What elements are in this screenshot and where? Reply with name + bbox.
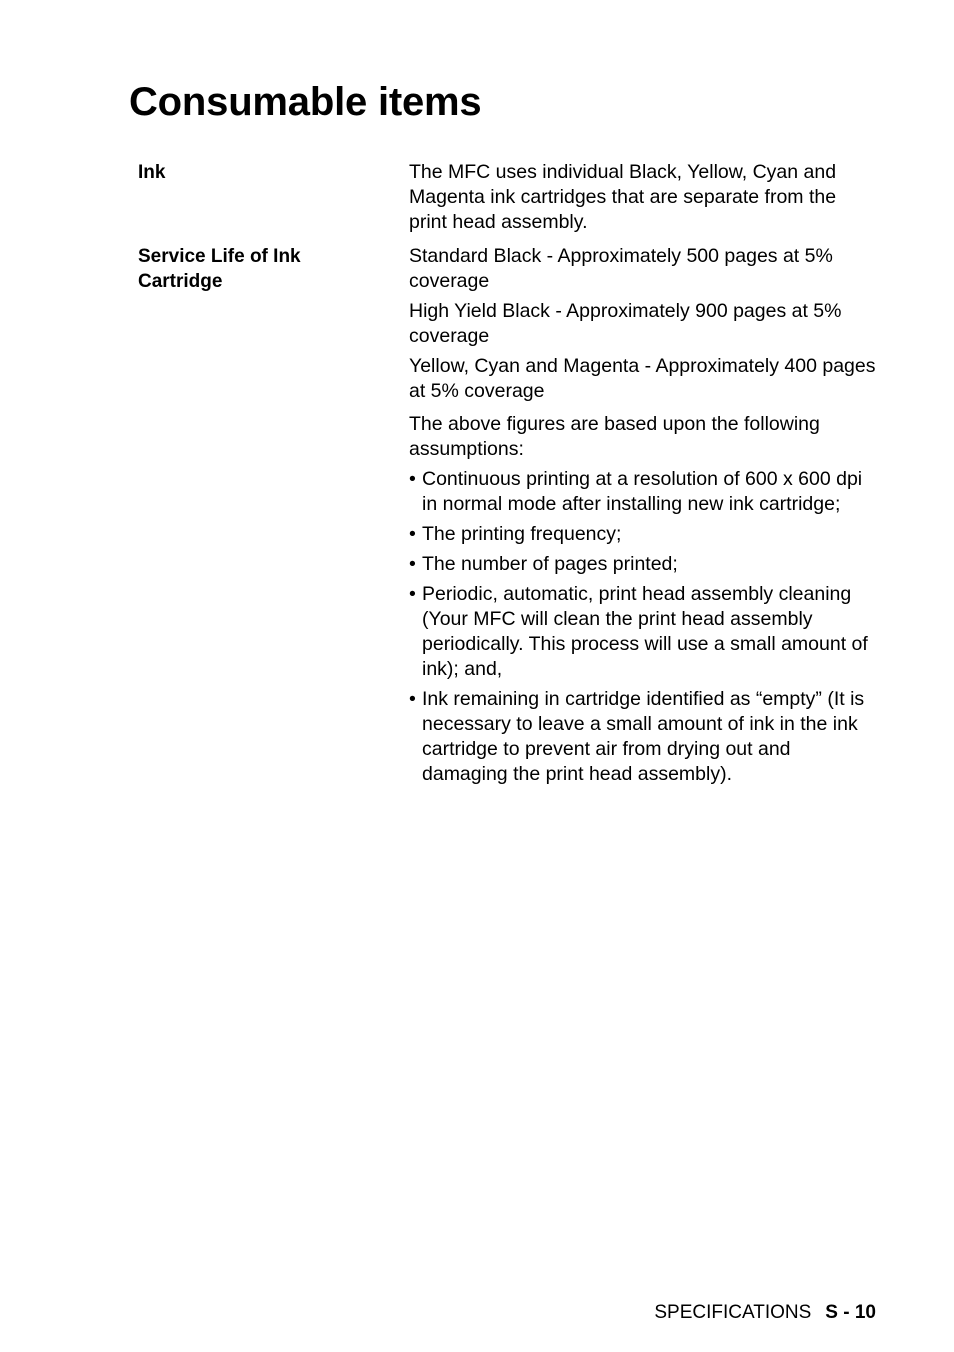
ink-description: The MFC uses individual Black, Yellow, Cyan and Magenta ink cartridges that are separate from the print head assembly. xyxy=(409,161,837,233)
color-yield: Yellow, Cyan and Magenta - Approximately 400 pages at 5% coverage xyxy=(409,355,876,402)
standard-black-yield: Standard Black - Approximately 500 pages at 5% coverage xyxy=(409,245,833,292)
list-item xyxy=(409,582,879,682)
spec-body-service-life xyxy=(409,244,879,787)
bullet-mark: • xyxy=(409,553,416,575)
bullet-mark: • xyxy=(409,468,416,490)
assumptions-intro: The above figures are based upon the following assumptions: xyxy=(409,413,820,460)
list-item xyxy=(409,522,879,547)
spec-label-service-life: Service Life of Ink Cartridge xyxy=(138,246,301,292)
high-yield-black-yield: High Yield Black - Approximately 900 pages at 5% coverage xyxy=(409,300,842,347)
assumption-text: The number of pages printed; xyxy=(422,553,678,575)
bullet-mark: • xyxy=(409,523,416,545)
footer-page-number: S - 10 xyxy=(825,1302,876,1323)
assumption-text: Ink remaining in cartridge identified as “empty” (It is necessary to leave a small amount of ink in the ink cartridge to prevent air from drying out and damaging the print head assembly). xyxy=(422,688,865,785)
spec-label-ink: Ink xyxy=(138,162,166,183)
assumption-text: Continuous printing at a resolution of 600 x 600 dpi in normal mode after installing new ink cartridge; xyxy=(422,468,863,515)
page-footer xyxy=(654,1300,876,1325)
assumption-text: The printing frequency; xyxy=(422,523,622,545)
bullet-mark: • xyxy=(409,583,416,605)
footer-section-name: SPECIFICATIONS xyxy=(654,1302,812,1323)
bullet-mark: • xyxy=(409,688,416,710)
assumptions-list xyxy=(409,467,879,787)
list-item xyxy=(409,552,879,577)
list-item xyxy=(409,467,879,517)
spec-body-ink xyxy=(409,160,879,235)
page-title: Consumable items xyxy=(129,80,482,124)
list-item xyxy=(409,687,879,787)
assumption-text: Periodic, automatic, print head assembly cleaning (Your MFC will clean the print head assembly periodically. This process will use a small amount of ink); and, xyxy=(422,583,868,680)
